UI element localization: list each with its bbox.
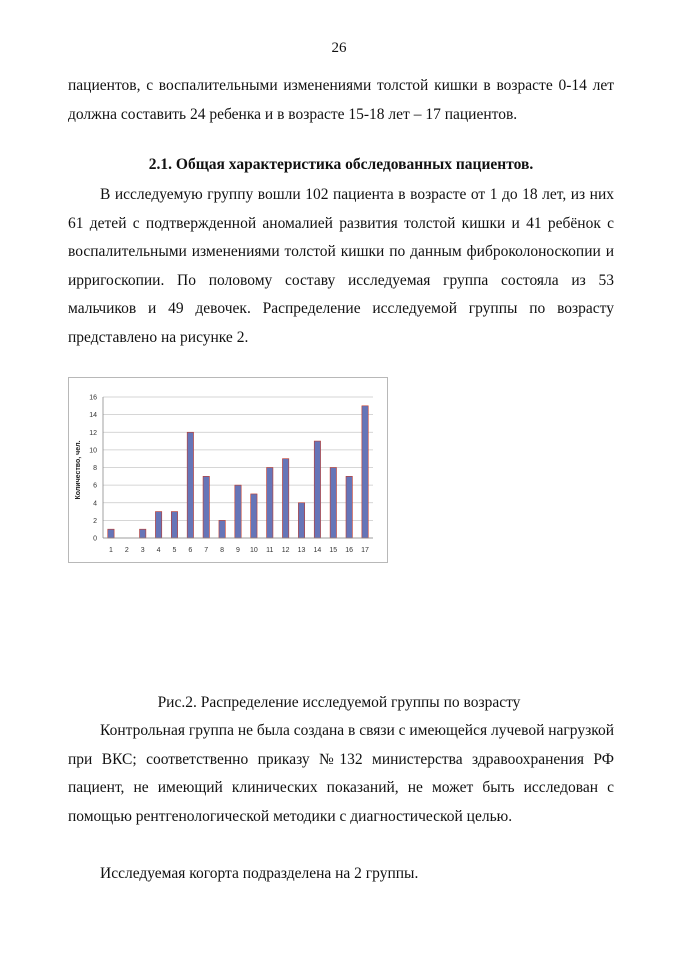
bar (362, 406, 368, 538)
bar (282, 459, 288, 538)
x-tick-label: 3 (140, 547, 145, 554)
y-tick-label: 0 (93, 535, 97, 543)
x-tick-label: 9 (236, 547, 240, 554)
bar (267, 468, 273, 539)
bar (219, 520, 225, 538)
x-tick-label: 14 (313, 547, 322, 554)
y-tick-label: 4 (93, 500, 97, 508)
x-tick-label: 7 (204, 547, 209, 554)
bar (346, 476, 352, 538)
x-tick-label: 11 (266, 547, 274, 554)
bar (140, 529, 146, 538)
x-tick-label: 17 (361, 547, 369, 554)
final-paragraph: Исследуемая когорта подразделена на 2 группы. (100, 865, 419, 882)
bar (187, 432, 193, 538)
y-tick-label: 8 (93, 465, 97, 472)
x-tick-label: 16 (345, 547, 354, 554)
bar (108, 529, 114, 538)
x-tick-label: 8 (220, 547, 225, 554)
bar (314, 441, 320, 538)
x-tick-label: 10 (249, 547, 258, 554)
y-tick-label: 10 (89, 447, 97, 455)
x-tick-label: 13 (297, 547, 306, 554)
intro-paragraph: пациентов, с воспалительными изменениями толстой кишки в возрасте 0-14 лет должна составить 24 ребенка и в возрасте 15-18 лет – 17 пациентов. (68, 77, 614, 123)
y-tick-label: 16 (89, 394, 97, 402)
x-tick-label: 12 (281, 547, 290, 554)
bar (235, 485, 241, 538)
x-tick-label: 2 (124, 547, 129, 554)
bar (330, 468, 336, 539)
page-number: 26 (331, 40, 347, 56)
y-tick-label: 14 (89, 412, 97, 420)
bar (155, 512, 161, 538)
x-tick-label: 4 (156, 547, 161, 554)
x-tick-label: 6 (188, 547, 193, 554)
age-distribution-chart (69, 378, 387, 562)
figure-caption: Рис.2. Распределение исследуемой группы по возрасту (157, 694, 521, 711)
bar (171, 512, 177, 538)
y-tick-label: 2 (93, 517, 97, 525)
y-tick-label: 6 (93, 482, 97, 490)
x-tick-label: 1 (108, 547, 113, 554)
chart-frame (68, 377, 388, 563)
control-paragraph: Контрольная группа не была создана в связи с имеющейся лучевой нагрузкой при ВКС; соответственно приказу №132 министерства здравоохранения РФ пациент, не имеющий клинических показаний, не может быть исследован с помощью рентгенологической методики с диагностической целью. (68, 722, 614, 825)
bar (298, 503, 304, 538)
y-tick-label: 12 (89, 429, 97, 437)
bar (251, 494, 257, 538)
body-paragraph: В исследуемую группу вошли 102 пациента в возрасте от 1 до 18 лет, из них 61 детей с подтвержденной аномалией развития толстой кишки и 41 ребёнок с воспалительными изменениями толстой кишки по данным фиброколоноскопии и ирригоскопии. По половому составу исследуемая группа состояла из 53 мальчиков и 49 девочек. Распределение исследуемой группы по возрасту представлено на рисунке 2. (68, 186, 614, 346)
x-tick-label: 15 (329, 547, 338, 554)
x-tick-label: 5 (172, 547, 177, 554)
y-axis-label: Количество, чел. (75, 440, 82, 500)
bar (203, 476, 209, 538)
section-heading: 2.1. Общая характеристика обследованных пациентов. (148, 156, 534, 173)
